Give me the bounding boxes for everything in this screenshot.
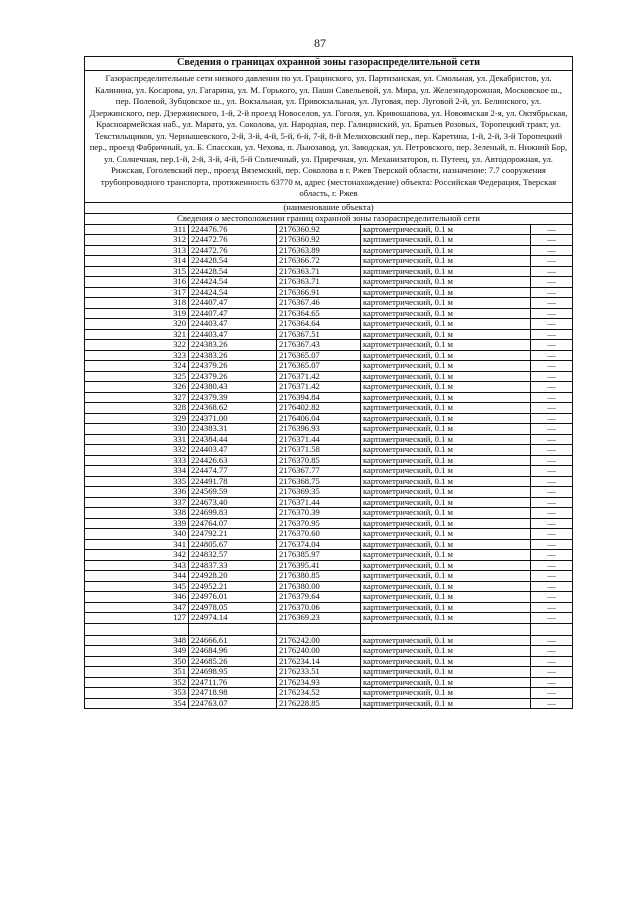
- dash-cell: —: [531, 340, 573, 351]
- method-cell: картометрический, 0.1 м: [361, 382, 531, 393]
- dash-cell: —: [531, 635, 573, 646]
- description-row: [85, 71, 573, 203]
- y-coordinate: 2176234.93: [277, 677, 361, 688]
- y-coordinate: 2176367.43: [277, 340, 361, 351]
- method-cell: картометрический, 0.1 м: [361, 371, 531, 382]
- method-cell: картометрический, 0.1 м: [361, 677, 531, 688]
- point-number: 320: [85, 319, 189, 330]
- y-coordinate: 2176367.51: [277, 329, 361, 340]
- dash-cell: —: [531, 508, 573, 519]
- dash-cell: —: [531, 235, 573, 246]
- dash-cell: —: [531, 571, 573, 582]
- point-number: 346: [85, 592, 189, 603]
- method-cell: картометрический, 0.1 м: [361, 329, 531, 340]
- empty-row: [85, 623, 573, 635]
- boundary-table: [84, 56, 573, 709]
- point-number: 343: [85, 560, 189, 571]
- table-row: [85, 613, 573, 624]
- table-row: [85, 487, 573, 498]
- table-row: [85, 602, 573, 613]
- point-number: 325: [85, 371, 189, 382]
- y-coordinate: 2176234.52: [277, 688, 361, 699]
- y-coordinate: 2176379.64: [277, 592, 361, 603]
- y-coordinate: 2176367.77: [277, 466, 361, 477]
- point-number: 352: [85, 677, 189, 688]
- table-row: [85, 592, 573, 603]
- x-coordinate: 224491.78: [189, 476, 277, 487]
- dash-cell: —: [531, 382, 573, 393]
- method-cell: картометрический, 0.1 м: [361, 350, 531, 361]
- x-coordinate: 224384.44: [189, 434, 277, 445]
- method-cell: картометрический, 0.1 м: [361, 667, 531, 678]
- x-coordinate: 224424.54: [189, 287, 277, 298]
- table-row: [85, 476, 573, 487]
- point-number: 319: [85, 308, 189, 319]
- x-coordinate: 224569.59: [189, 487, 277, 498]
- dash-cell: —: [531, 487, 573, 498]
- x-coordinate: 224383.31: [189, 424, 277, 435]
- x-coordinate: 224379.39: [189, 392, 277, 403]
- point-number: 341: [85, 539, 189, 550]
- y-coordinate: 2176360.92: [277, 224, 361, 235]
- dash-cell: —: [531, 646, 573, 657]
- x-coordinate: 224403.47: [189, 329, 277, 340]
- table-row: [85, 403, 573, 414]
- y-coordinate: 2176371.58: [277, 445, 361, 456]
- method-cell: картометрический, 0.1 м: [361, 529, 531, 540]
- table-row: [85, 529, 573, 540]
- point-number: 342: [85, 550, 189, 561]
- table-row: [85, 350, 573, 361]
- x-coordinate: 224698.95: [189, 667, 277, 678]
- method-cell: картометрический, 0.1 м: [361, 287, 531, 298]
- dash-cell: —: [531, 466, 573, 477]
- table-row: [85, 434, 573, 445]
- method-cell: картометрический, 0.1 м: [361, 224, 531, 235]
- x-coordinate: 224403.47: [189, 319, 277, 330]
- dash-cell: —: [531, 392, 573, 403]
- dash-cell: —: [531, 581, 573, 592]
- table-row: [85, 688, 573, 699]
- y-coordinate: 2176371.44: [277, 434, 361, 445]
- dash-cell: —: [531, 298, 573, 309]
- point-number: 318: [85, 298, 189, 309]
- method-cell: картометрический, 0.1 м: [361, 518, 531, 529]
- y-coordinate: 2176370.39: [277, 508, 361, 519]
- dash-cell: —: [531, 350, 573, 361]
- point-number: 349: [85, 646, 189, 657]
- method-cell: картометрический, 0.1 м: [361, 455, 531, 466]
- table-body: [85, 57, 573, 709]
- y-coordinate: 2176370.06: [277, 602, 361, 613]
- point-number: 339: [85, 518, 189, 529]
- method-cell: картометрический, 0.1 м: [361, 688, 531, 699]
- method-cell: картометрический, 0.1 м: [361, 266, 531, 277]
- dash-cell: —: [531, 497, 573, 508]
- point-number: 344: [85, 571, 189, 582]
- point-number: 336: [85, 487, 189, 498]
- y-coordinate: 2176363.71: [277, 266, 361, 277]
- x-coordinate: 224379.26: [189, 371, 277, 382]
- dash-cell: —: [531, 277, 573, 288]
- table-row: [85, 424, 573, 435]
- dash-cell: —: [531, 361, 573, 372]
- point-number: 317: [85, 287, 189, 298]
- x-coordinate: 224952.21: [189, 581, 277, 592]
- y-coordinate: 2176371.42: [277, 382, 361, 393]
- y-coordinate: 2176363.71: [277, 277, 361, 288]
- y-coordinate: 2176365.07: [277, 361, 361, 372]
- y-coordinate: 2176371.44: [277, 497, 361, 508]
- point-number: 354: [85, 698, 189, 709]
- y-coordinate: 2176363.89: [277, 245, 361, 256]
- point-number: 337: [85, 497, 189, 508]
- method-cell: картометрический, 0.1 м: [361, 539, 531, 550]
- x-coordinate: 224428.54: [189, 256, 277, 267]
- dash-cell: —: [531, 224, 573, 235]
- method-cell: картометрический, 0.1 м: [361, 340, 531, 351]
- table-row: [85, 560, 573, 571]
- table-row: [85, 266, 573, 277]
- dash-cell: —: [531, 560, 573, 571]
- point-number: 333: [85, 455, 189, 466]
- point-number: 347: [85, 602, 189, 613]
- object-caption-row: [85, 202, 573, 213]
- dash-cell: —: [531, 539, 573, 550]
- y-coordinate: 2176366.91: [277, 287, 361, 298]
- dash-cell: —: [531, 592, 573, 603]
- table-row: [85, 550, 573, 561]
- point-number: 327: [85, 392, 189, 403]
- y-coordinate: 2176396.93: [277, 424, 361, 435]
- dash-cell: —: [531, 667, 573, 678]
- method-cell: картометрический, 0.1 м: [361, 245, 531, 256]
- dash-cell: —: [531, 550, 573, 561]
- x-coordinate: 224699.83: [189, 508, 277, 519]
- y-coordinate: 2176374.04: [277, 539, 361, 550]
- table-row: [85, 235, 573, 246]
- point-number: 313: [85, 245, 189, 256]
- table-row: [85, 413, 573, 424]
- dash-cell: —: [531, 613, 573, 624]
- dash-cell: —: [531, 329, 573, 340]
- x-coordinate: 224673.40: [189, 497, 277, 508]
- x-coordinate: 224474.77: [189, 466, 277, 477]
- dash-cell: —: [531, 266, 573, 277]
- method-cell: картометрический, 0.1 м: [361, 361, 531, 372]
- title-row: [85, 57, 573, 71]
- table-row: [85, 445, 573, 456]
- y-coordinate: 2176370.60: [277, 529, 361, 540]
- x-coordinate: 224763.07: [189, 698, 277, 709]
- method-cell: картометрический, 0.1 м: [361, 550, 531, 561]
- y-coordinate: 2176394.84: [277, 392, 361, 403]
- method-cell: картометрический, 0.1 м: [361, 508, 531, 519]
- table-row: [85, 635, 573, 646]
- x-coordinate: 224407.47: [189, 298, 277, 309]
- x-coordinate: 224978.05: [189, 602, 277, 613]
- y-coordinate: 2176369.35: [277, 487, 361, 498]
- point-number: 311: [85, 224, 189, 235]
- point-number: 338: [85, 508, 189, 519]
- point-number: 348: [85, 635, 189, 646]
- x-coordinate: 224974.14: [189, 613, 277, 624]
- location-caption: Сведения о местоположении границ охранной зоны газораспределительной сети: [85, 213, 573, 224]
- method-cell: картометрический, 0.1 м: [361, 434, 531, 445]
- table-row: [85, 508, 573, 519]
- dash-cell: —: [531, 455, 573, 466]
- method-cell: картометрический, 0.1 м: [361, 424, 531, 435]
- method-cell: картометрический, 0.1 м: [361, 392, 531, 403]
- dash-cell: —: [531, 518, 573, 529]
- dash-cell: —: [531, 476, 573, 487]
- dash-cell: —: [531, 602, 573, 613]
- x-coordinate: 224685.26: [189, 656, 277, 667]
- table-row: [85, 581, 573, 592]
- y-coordinate: 2176380.00: [277, 581, 361, 592]
- x-coordinate: 224764.07: [189, 518, 277, 529]
- x-coordinate: 224472.76: [189, 235, 277, 246]
- table-row: [85, 245, 573, 256]
- point-number: 314: [85, 256, 189, 267]
- point-number: 334: [85, 466, 189, 477]
- table-row: [85, 298, 573, 309]
- x-coordinate: 224718.98: [189, 688, 277, 699]
- method-cell: картометрический, 0.1 м: [361, 445, 531, 456]
- point-number: 323: [85, 350, 189, 361]
- table-row: [85, 667, 573, 678]
- table-row: [85, 256, 573, 267]
- table-row: [85, 646, 573, 657]
- method-cell: картометрический, 0.1 м: [361, 592, 531, 603]
- x-coordinate: 224383.26: [189, 350, 277, 361]
- x-coordinate: 224792.21: [189, 529, 277, 540]
- y-coordinate: 2176402.82: [277, 403, 361, 414]
- method-cell: картометрический, 0.1 м: [361, 476, 531, 487]
- method-cell: картометрический, 0.1 м: [361, 235, 531, 246]
- method-cell: картометрический, 0.1 м: [361, 308, 531, 319]
- point-number: 331: [85, 434, 189, 445]
- point-number: 329: [85, 413, 189, 424]
- x-coordinate: 224371.00: [189, 413, 277, 424]
- y-coordinate: 2176385.97: [277, 550, 361, 561]
- page-number: 87: [314, 36, 326, 50]
- point-number: 350: [85, 656, 189, 667]
- dash-cell: —: [531, 245, 573, 256]
- y-coordinate: 2176228.85: [277, 698, 361, 709]
- table-row: [85, 371, 573, 382]
- table-row: [85, 277, 573, 288]
- dash-cell: —: [531, 403, 573, 414]
- method-cell: картометрический, 0.1 м: [361, 403, 531, 414]
- dash-cell: —: [531, 698, 573, 709]
- table-row: [85, 518, 573, 529]
- table-row: [85, 224, 573, 235]
- point-number: 351: [85, 667, 189, 678]
- method-cell: картометрический, 0.1 м: [361, 319, 531, 330]
- table-row: [85, 308, 573, 319]
- point-number: 345: [85, 581, 189, 592]
- x-coordinate: 224424.54: [189, 277, 277, 288]
- method-cell: картометрический, 0.1 м: [361, 635, 531, 646]
- point-number: 340: [85, 529, 189, 540]
- table-row: [85, 466, 573, 477]
- x-coordinate: 224666.61: [189, 635, 277, 646]
- y-coordinate: 2176369.23: [277, 613, 361, 624]
- x-coordinate: 224426.63: [189, 455, 277, 466]
- table-row: [85, 361, 573, 372]
- dash-cell: —: [531, 434, 573, 445]
- object-description: Газораспределительные сети низкого давления по ул. Грацинского, ул. Партизанская, ул. Смольная, ул. Декабристов, ул. Калинина, ул. Косарова, ул. Гагарина, ул. М. Горького, ул. Паши Савельевой, ул. Мира, ул. Железнодорожная, Московское ш., пер. Полевой, Зубцовское ш., ул. Вокзальная, ул. Привокзальная, ул. Луговая, пер. Луговой 2-й, ул. Белинского, ул. Дзержинского, пер. Дзержинского, 1-й, 2-й проезд Новоселов, ул. Гоголя, ул. Кривошапова, ул. Новоямская 2-я, ул. Октябрьская, Красноармейская наб., ул. Марата, ул. Соколова, ул. Народная, пер. Галицинский, ул. Братьев Розовых, Торопецкий тракт, ул. Текстильщиков, ул. Чернышевского, 2-й, 3-й, 4-й, 5-й, 6-й, 7-й, 8-й Мелиховский пер., пер. Каретина, 1-й, 2-й, 3-й Торопецкий пер., проезд Фабричный, ул. Б. Спасская, ул. Чехова, п. Льнозавод, ул. Заводская, ул. Петровского, пер. Зеленый, п. Нижний Бор, ул. Солнечная, пер.1-й, 2-й, 3-й, 4-й, 5-й Солнечный, ул. Приречная, ул. Механизаторов, п. Путеец, ул. Автодорожная, ул. Рижская, Гоголевский пер., проезд Вяземский, пер. Соколова в г. Ржев Тверской области, назначение: 7.7 сооружения трубопроводного транспорта, протяженность 63770 м, адрес (местонахождение) объекта: Российская Федерация, Тверская область, г. Ржев: [85, 71, 573, 203]
- y-coordinate: 2176395.41: [277, 560, 361, 571]
- method-cell: картометрический, 0.1 м: [361, 698, 531, 709]
- method-cell: картометрический, 0.1 м: [361, 571, 531, 582]
- table-row: [85, 698, 573, 709]
- y-coordinate: 2176368.75: [277, 476, 361, 487]
- point-number: 315: [85, 266, 189, 277]
- point-number: 332: [85, 445, 189, 456]
- point-number: 324: [85, 361, 189, 372]
- method-cell: картометрический, 0.1 м: [361, 646, 531, 657]
- method-cell: картометрический, 0.1 м: [361, 497, 531, 508]
- point-number: 127: [85, 613, 189, 624]
- table-row: [85, 340, 573, 351]
- point-number: 328: [85, 403, 189, 414]
- point-number: 330: [85, 424, 189, 435]
- dash-cell: —: [531, 319, 573, 330]
- point-number: 316: [85, 277, 189, 288]
- dash-cell: —: [531, 308, 573, 319]
- method-cell: картометрический, 0.1 м: [361, 466, 531, 477]
- y-coordinate: 2176233.51: [277, 667, 361, 678]
- x-coordinate: 224476.76: [189, 224, 277, 235]
- table-row: [85, 571, 573, 582]
- dash-cell: —: [531, 656, 573, 667]
- y-coordinate: 2176242.00: [277, 635, 361, 646]
- x-coordinate: 224472.76: [189, 245, 277, 256]
- point-number: 321: [85, 329, 189, 340]
- table-row: [85, 382, 573, 393]
- location-caption-row: [85, 213, 573, 224]
- table-row: [85, 455, 573, 466]
- dash-cell: —: [531, 287, 573, 298]
- method-cell: картометрический, 0.1 м: [361, 298, 531, 309]
- method-cell: картометрический, 0.1 м: [361, 413, 531, 424]
- y-coordinate: 2176380.85: [277, 571, 361, 582]
- method-cell: картометрический, 0.1 м: [361, 277, 531, 288]
- method-cell: картометрический, 0.1 м: [361, 560, 531, 571]
- dash-cell: —: [531, 677, 573, 688]
- dash-cell: —: [531, 445, 573, 456]
- table-row: [85, 497, 573, 508]
- table-row: [85, 656, 573, 667]
- point-number: 322: [85, 340, 189, 351]
- dash-cell: —: [531, 256, 573, 267]
- dash-cell: —: [531, 688, 573, 699]
- empty-cell: [531, 623, 573, 635]
- method-cell: картометрический, 0.1 м: [361, 581, 531, 592]
- object-caption: (наименование объекта): [85, 202, 573, 213]
- table-row: [85, 392, 573, 403]
- point-number: 335: [85, 476, 189, 487]
- y-coordinate: 2176371.42: [277, 371, 361, 382]
- dash-cell: —: [531, 529, 573, 540]
- x-coordinate: 224428.54: [189, 266, 277, 277]
- point-number: 353: [85, 688, 189, 699]
- y-coordinate: 2176406.04: [277, 413, 361, 424]
- table-row: [85, 539, 573, 550]
- y-coordinate: 2176367.46: [277, 298, 361, 309]
- x-coordinate: 224403.47: [189, 445, 277, 456]
- table-row: [85, 287, 573, 298]
- x-coordinate: 224832.57: [189, 550, 277, 561]
- x-coordinate: 224805.67: [189, 539, 277, 550]
- empty-cell: [277, 623, 361, 635]
- point-number: 312: [85, 235, 189, 246]
- method-cell: картометрический, 0.1 м: [361, 613, 531, 624]
- y-coordinate: 2176370.95: [277, 518, 361, 529]
- x-coordinate: 224976.01: [189, 592, 277, 603]
- x-coordinate: 224379.26: [189, 361, 277, 372]
- empty-cell: [361, 623, 531, 635]
- table-row: [85, 319, 573, 330]
- y-coordinate: 2176234.14: [277, 656, 361, 667]
- method-cell: картометрический, 0.1 м: [361, 256, 531, 267]
- x-coordinate: 224407.47: [189, 308, 277, 319]
- dash-cell: —: [531, 413, 573, 424]
- x-coordinate: 224711.76: [189, 677, 277, 688]
- method-cell: картометрический, 0.1 м: [361, 602, 531, 613]
- dash-cell: —: [531, 371, 573, 382]
- x-coordinate: 224368.62: [189, 403, 277, 414]
- dash-cell: —: [531, 424, 573, 435]
- empty-cell: [85, 623, 189, 635]
- method-cell: картометрический, 0.1 м: [361, 487, 531, 498]
- table-row: [85, 677, 573, 688]
- y-coordinate: 2176364.65: [277, 308, 361, 319]
- point-number: 326: [85, 382, 189, 393]
- empty-cell: [189, 623, 277, 635]
- method-cell: картометрический, 0.1 м: [361, 656, 531, 667]
- y-coordinate: 2176365.07: [277, 350, 361, 361]
- table-row: [85, 329, 573, 340]
- y-coordinate: 2176366.72: [277, 256, 361, 267]
- x-coordinate: 224380.43: [189, 382, 277, 393]
- y-coordinate: 2176360.92: [277, 235, 361, 246]
- x-coordinate: 224837.33: [189, 560, 277, 571]
- y-coordinate: 2176364.64: [277, 319, 361, 330]
- x-coordinate: 224928.20: [189, 571, 277, 582]
- x-coordinate: 224684.96: [189, 646, 277, 657]
- x-coordinate: 224383.26: [189, 340, 277, 351]
- table-title: Сведения о границах охранной зоны газораспределительной сети: [85, 57, 573, 71]
- y-coordinate: 2176240.00: [277, 646, 361, 657]
- y-coordinate: 2176370.85: [277, 455, 361, 466]
